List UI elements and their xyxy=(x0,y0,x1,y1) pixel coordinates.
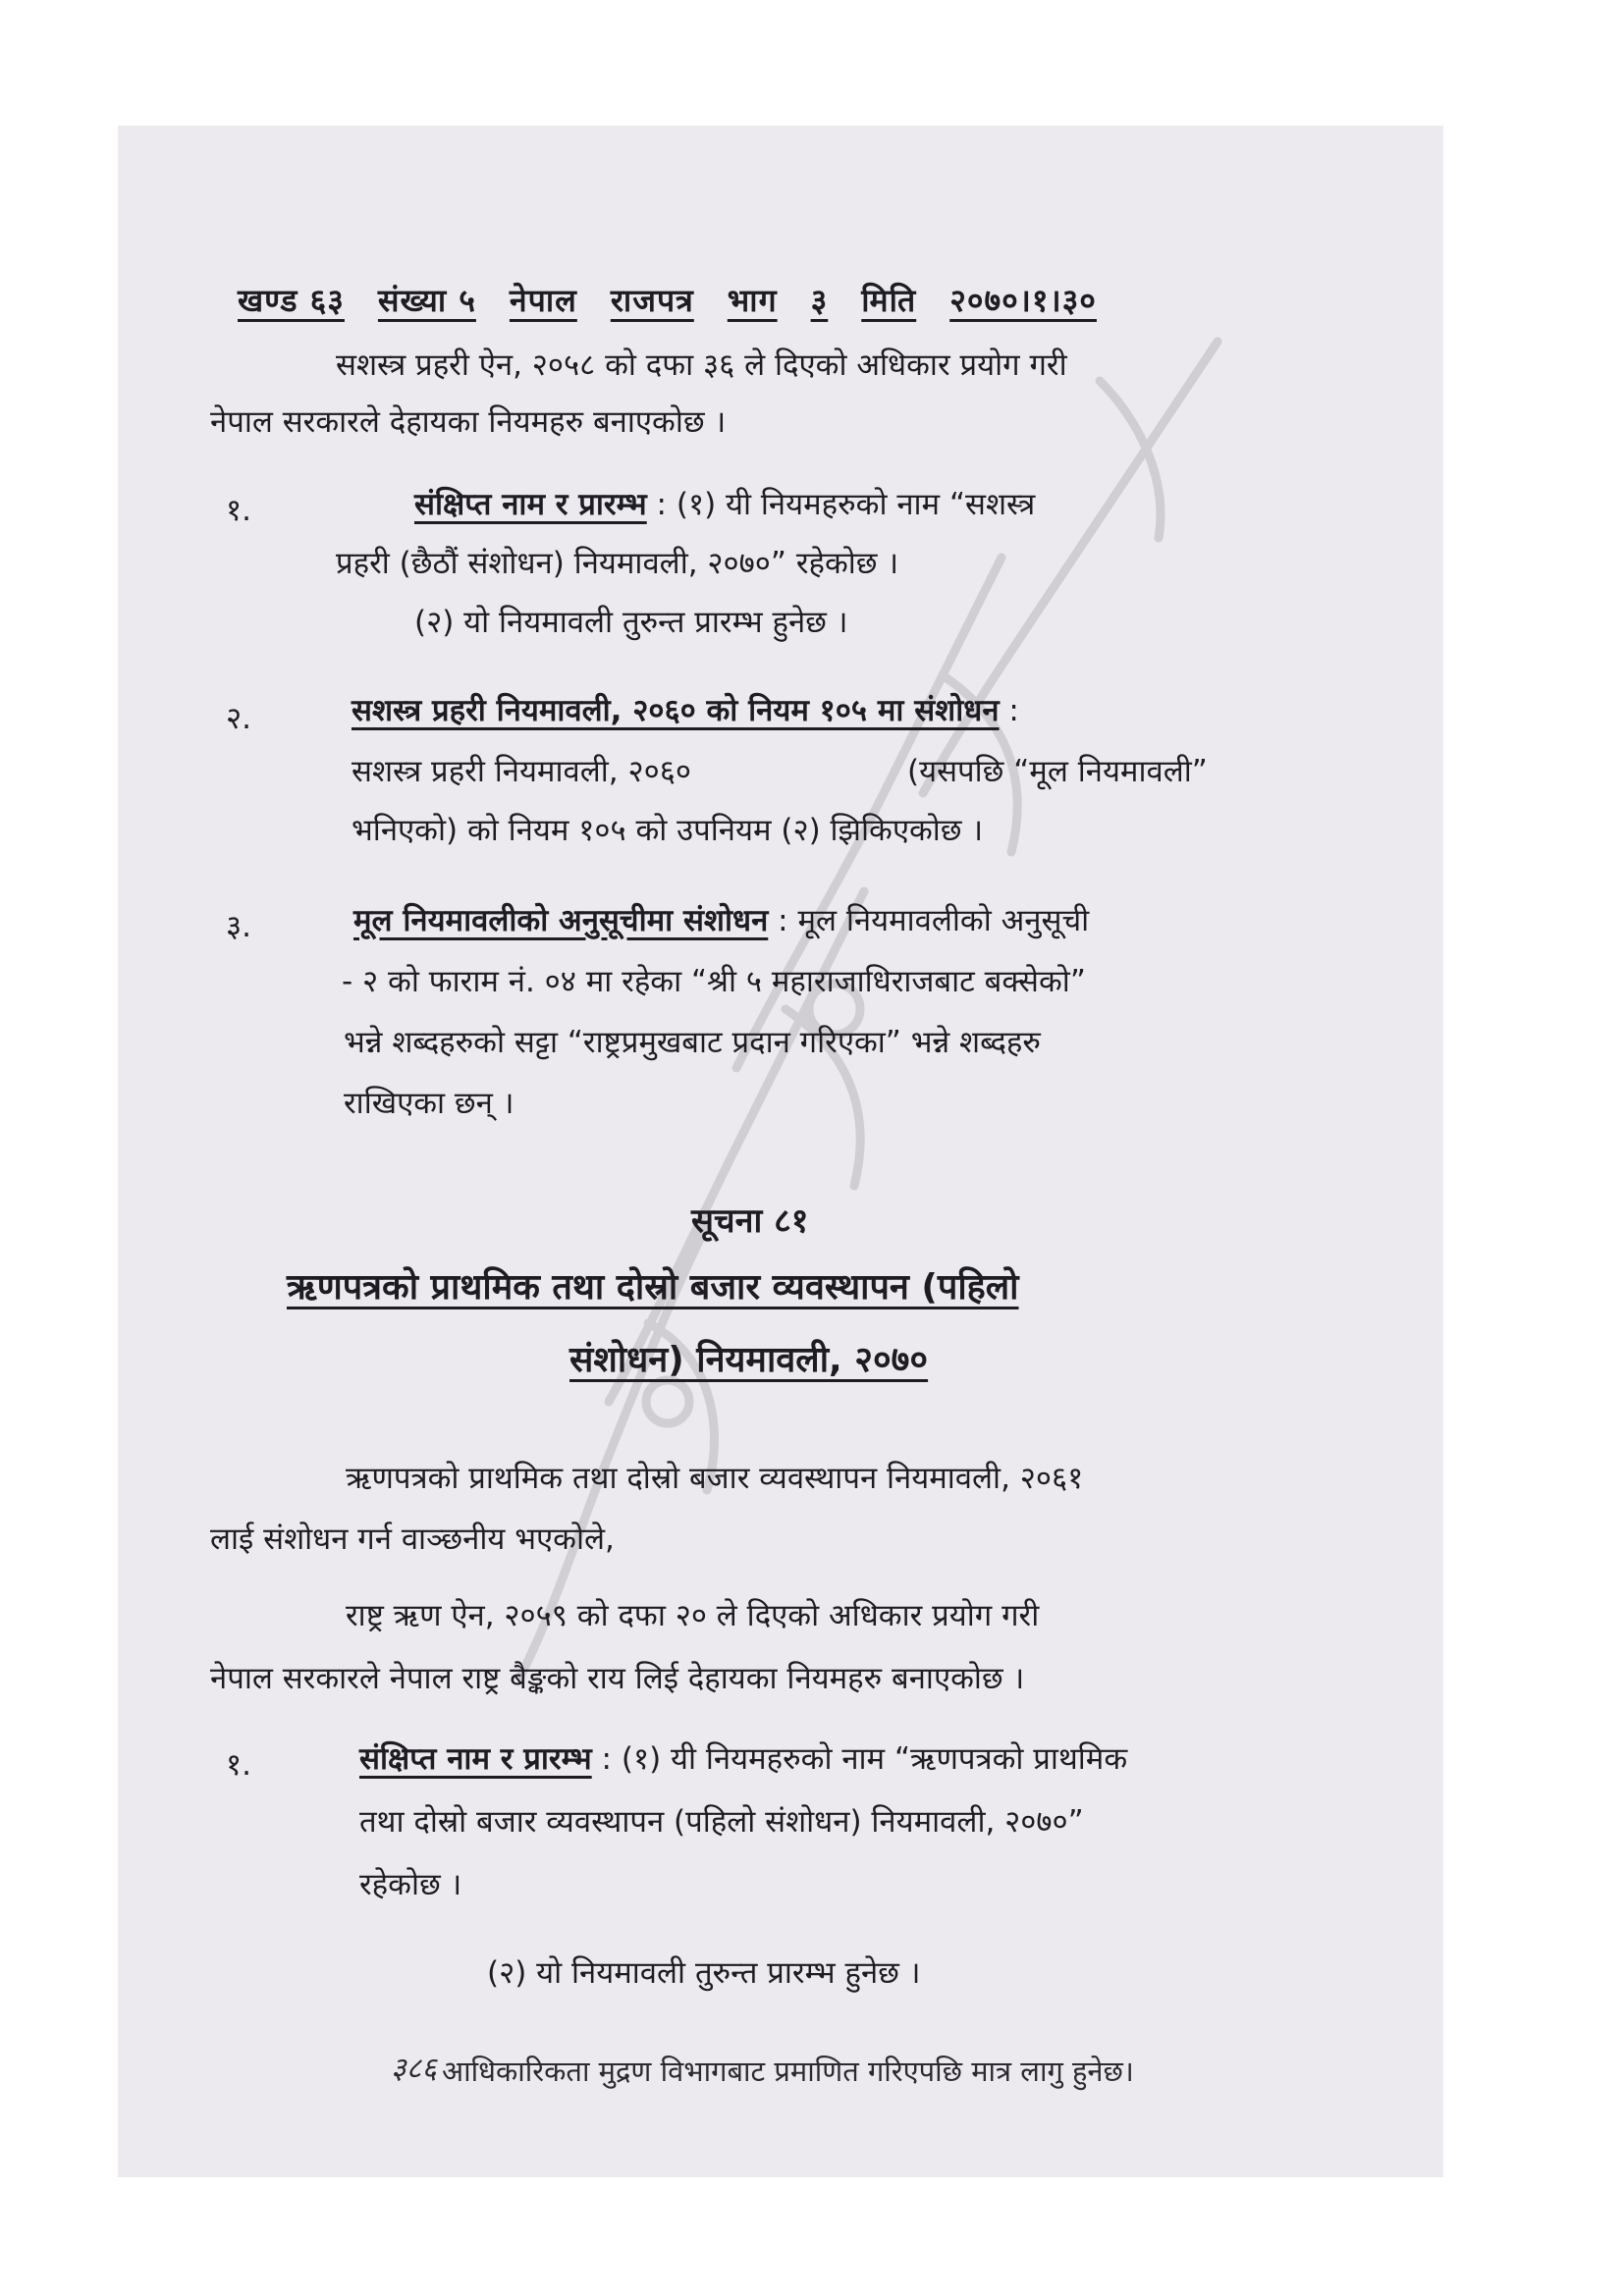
header-bhag-num: ३ xyxy=(810,282,829,319)
notice2-para1-line-2: लाई संशोधन गर्न वाञ्छनीय भएकोले, xyxy=(210,1522,615,1557)
notice-number: सूचना ८१ xyxy=(691,1201,809,1241)
section-1-number: १. xyxy=(226,493,251,528)
header-sankhya: संख्या ५ xyxy=(377,282,476,319)
section-2-line-3: भनिएको) को नियम १०५ को उपनियम (२) झिकिएकोछ । xyxy=(352,813,984,848)
gazette-header xyxy=(238,281,1097,320)
section-2-title: सशस्त्र प्रहरी नियमावली, २०६० को नियम १०५ मा संशोधन xyxy=(352,693,1000,728)
notice2-section-1-line-2: तथा दोस्रो बजार व्यवस्थापन (पहिलो संशोधन) नियमावली, २०७०” xyxy=(359,1804,1084,1840)
notice2-section-1-text: : (१) यी नियमहरुको नाम “ऋणपत्रको प्राथमिक xyxy=(591,1741,1128,1777)
section-1-line-3: (२) यो नियमावली तुरुन्त प्रारम्भ हुनेछ । xyxy=(414,605,848,640)
notice2-section-1-number: १. xyxy=(226,1747,251,1783)
notice-title-line-1: ऋणपत्रको प्राथमिक तथा दोस्रो बजार व्यवस्थापन (पहिलो xyxy=(287,1267,1019,1308)
notice2-section-1-line-1 xyxy=(359,1739,1127,1779)
scanned-page xyxy=(118,126,1443,2177)
section-3-line-3: भन्ने शब्दहरुको सट्टा “राष्ट्रप्रमुखबाट प्रदान गरिएका” भन्ने शब्दहरु xyxy=(344,1025,1041,1060)
section-1-title: संक्षिप्त नाम र प्रारम्भ xyxy=(414,487,647,522)
section-3-line-2: - २ को फाराम नं. ०४ मा रहेका “श्री ५ महाराजाधिराजबाट बक्सेको” xyxy=(342,964,1086,999)
section-1-line-1 xyxy=(414,485,1035,524)
notice-title-line-2: संशोधन) नियमावली, २०७० xyxy=(569,1340,929,1380)
header-date: २०७०।१।३० xyxy=(949,282,1097,319)
header-bhag: भाग xyxy=(727,282,778,319)
notice2-para2-line-1: राष्ट्र ऋण ऐन, २०५९ को दफा २० ले दिएको अधिकार प्रयोग गरी xyxy=(346,1598,1040,1633)
section-3-number: ३. xyxy=(226,909,251,944)
section-2-colon: : xyxy=(999,693,1019,728)
header-khanda: खण्ड ६३ xyxy=(238,282,345,319)
notice2-para1-line-1: ऋणपत्रको प्राथमिक तथा दोस्रो बजार व्यवस्थापन नियमावली, २०६१ xyxy=(346,1461,1084,1496)
section-2-line-1 xyxy=(352,691,1019,730)
section-2-number: २. xyxy=(226,701,251,736)
section-3-line-1 xyxy=(353,901,1089,940)
header-miti: मिति xyxy=(861,282,917,319)
section-1-text: : (१) यी नियमहरुको नाम “सशस्त्र xyxy=(646,487,1036,522)
section-3-line-4: राखिएका छन् । xyxy=(344,1086,514,1121)
preamble-line-1: सशस्त्र प्रहरी ऐन, २०५८ को दफा ३६ ले दिएको अधिकार प्रयोग गरी xyxy=(336,347,1067,383)
header-rajpatra: राजपत्र xyxy=(610,282,694,319)
preamble-line-2: नेपाल सरकारले देहायका नियमहरु बनाएकोछ । xyxy=(210,404,727,440)
section-3-title: मूल नियमावलीको अनुसूचीमा संशोधन xyxy=(353,903,769,938)
section-1-line-2: प्रहरी (छैठौं संशोधन) नियमावली, २०७०” रहेकोछ । xyxy=(336,546,899,581)
notice2-section-1-title: संक्षिप्त नाम र प्रारम्भ xyxy=(359,1741,592,1777)
header-nepal: नेपाल xyxy=(509,282,577,319)
notice2-section-1-line-4: (२) यो नियमावली तुरुन्त प्रारम्भ हुनेछ । xyxy=(487,1955,921,1991)
footer-authenticity-note: आधिकारिकता मुद्रण विभागबाट प्रमाणित गरिएपछि मात्र लागु हुनेछ। xyxy=(442,2055,1134,2088)
notice2-para2-line-2: नेपाल सरकारले नेपाल राष्ट्र बैङ्कको राय लिई देहायका नियमहरु बनाएकोछ । xyxy=(210,1661,1025,1696)
page-number-handwritten: ३८६ xyxy=(391,2052,437,2086)
section-3-text: : मूल नियमावलीको अनुसूची xyxy=(768,903,1090,938)
section-2-line-2b: (यसपछि “मूल नियमावली” xyxy=(907,754,1208,789)
section-2-line-2a: सशस्त्र प्रहरी नियमावली, २०६० xyxy=(352,754,691,789)
notice2-section-1-line-3: रहेकोछ । xyxy=(359,1867,462,1902)
